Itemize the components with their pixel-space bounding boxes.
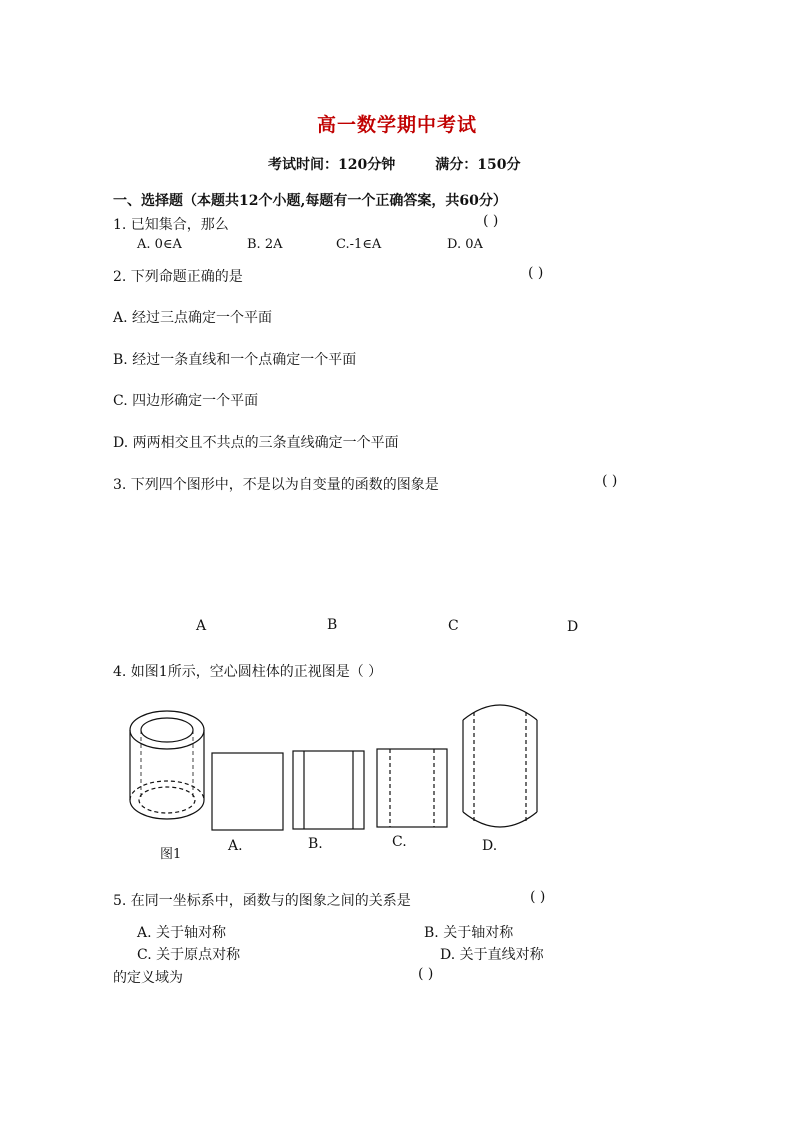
q3-label-c: C [448, 618, 459, 634]
hollow-cylinder-figure [130, 711, 204, 819]
q5-option-c: C. 关于原点对称 [137, 947, 241, 963]
q2-option-c: C. 四边形确定一个平面 [113, 393, 259, 409]
q2-option-d: D. 两两相交且不共点的三条直线确定一个平面 [113, 435, 399, 451]
page-title: 高一数学期中考试 [316, 114, 477, 136]
q3-stem: 3. 下列四个图形中，不是以为自变量的函数的图象是 [113, 477, 439, 493]
full-score: 满分：150分 [435, 157, 521, 173]
q3-label-a: A [196, 618, 207, 634]
option-d-cylinder [463, 705, 537, 827]
q5-answer-blank: ( ) [530, 889, 546, 905]
q5-stem: 5. 在同一坐标系中，函数与的图象之间的关系是 [113, 893, 411, 909]
section-heading: 一、选择题（本题共12个小题,每题有一个正确答案，共60分） [113, 193, 507, 209]
q1-option-a: A. 0∈A [137, 237, 182, 252]
q4-figure-label: 图1 [160, 847, 182, 862]
q4-label-c: C. [392, 834, 407, 850]
q4-label-d: D. [482, 838, 498, 854]
option-b-rect [293, 751, 364, 829]
q5-option-a: A. 关于轴对称 [137, 925, 227, 941]
q6-stem: 的定义域为 [113, 970, 183, 986]
q2-option-a: A. 经过三点确定一个平面 [113, 310, 273, 326]
q4-stem: 4. 如图1所示，空心圆柱体的正视图是（ ） [113, 664, 383, 680]
q3-answer-blank: ( ) [602, 473, 618, 489]
q2-option-b: B. 经过一条直线和一个点确定一个平面 [113, 352, 357, 368]
q3-label-b: B [327, 617, 338, 633]
q1-answer-blank: ( ) [483, 213, 499, 229]
q6-answer-blank: ( ) [418, 966, 434, 982]
q4-label-a: A. [228, 838, 243, 854]
q4-label-b: B. [308, 836, 323, 852]
q5-option-d: D. 关于直线对称 [440, 947, 544, 963]
q1-option-b: B. 2A [247, 237, 283, 252]
option-a-square [212, 753, 283, 830]
q1-option-c: C.-1∈A [336, 237, 382, 252]
q1-stem: 1. 已知集合，那么 [113, 217, 229, 233]
exam-time: 考试时间：120分钟 [268, 157, 396, 173]
q5-option-b: B. 关于轴对称 [424, 925, 514, 941]
option-c-rect [377, 749, 447, 827]
q3-label-d: D [567, 619, 579, 635]
q1-option-d: D. 0A [447, 237, 483, 252]
q2-answer-blank: ( ) [528, 265, 544, 281]
q2-stem: 2. 下列命题正确的是 [113, 269, 243, 285]
